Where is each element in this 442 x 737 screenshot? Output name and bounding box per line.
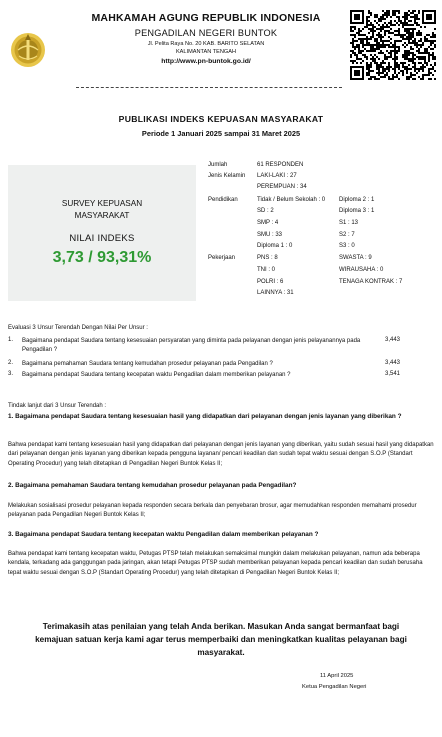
thank-you-message: Terimakasih atas penilaian yang telah Anda berikan. Masukan Anda sangat bermanfaat bagi kemajuan satuan kerja kami agar terus memperbaiki dan meningkatkan kualitas pelayanan bagi masyarakat. <box>35 622 407 658</box>
evaluation-heading: Evaluasi 3 Unsur Terendah Dengan Nilai Per Unsur : <box>8 325 148 331</box>
index-label: NILAI INDEKS <box>69 233 135 244</box>
education-item: SMU : 33 <box>257 232 283 238</box>
index-value: 3,73 / 93,31% <box>52 249 152 266</box>
education-item: S1 : 13 <box>339 220 359 226</box>
follow-up-question-2: 2. Bagaimana pemahaman Saudara tentang kemudahan prosedur pelayanan pada Pengadilan? <box>8 482 297 489</box>
evaluation-score: 3,443 <box>384 337 400 343</box>
follow-up-answer-1: Bahwa pendapat kami tentang kesesuaian hasil yang didapatkan dari pelayanan dengan jenis layanan yang diberikan, yaitu sudah sesuai hasil yang didapatkan dari pelayanan dengan jenis layanan yang diberikan kepada pengguna layanan/ pencari keadilan dan sudah tepat waktu sesuai dengan S.O.P (Standart Operating Procedur) yang telah ditetapkan di Pengadilan Negeri Buntok Kelas II; <box>8 442 434 467</box>
job-item: PNS : 8 <box>257 255 278 261</box>
jumlah-value: 61 RESPONDEN <box>257 162 304 168</box>
job-item: TNI : 0 <box>257 267 276 273</box>
qr-code-icon <box>350 10 436 80</box>
court-province: KALIMANTAN TENGAH <box>175 49 237 55</box>
supreme-court-title: MAHKAMAH AGUNG REPUBLIK INDONESIA <box>91 12 321 24</box>
header-divider <box>76 87 342 88</box>
job-item: LAINNYA : 31 <box>257 290 294 296</box>
education-item: SD : 2 <box>257 208 274 214</box>
job-item: WIRAUSAHA : 0 <box>339 267 384 273</box>
education-item: Diploma 1 : 0 <box>257 243 293 249</box>
gender-female: PEREMPUAN : 34 <box>257 184 307 190</box>
follow-up-heading: Tindak lanjut dari 3 Unsur Terendah : <box>8 403 107 409</box>
education-item: Diploma 2 : 1 <box>339 197 375 203</box>
follow-up-question-1: 1. Bagaimana pendapat Saudara tentang kesesuaian hasil yang didapatkan dari pelayanan dengan jenis layanan yang diberikan ? <box>8 413 402 420</box>
publication-period: Periode 1 Januari 2025 sampai 31 Maret 2025 <box>141 129 301 138</box>
letterhead-text <box>54 12 358 65</box>
follow-up-answer-2: Melakukan sosialisasi prosedur pelayanan kepada responden secara berkala dan penyebaran brosur, agar memudahkan responden memahami prosedur pelayanan pada Pengadilan Negeri Buntok Kelas II; <box>8 503 417 519</box>
publication-heading <box>0 114 442 138</box>
evaluation-score: 3,443 <box>384 360 400 366</box>
court-address: Jl. Pelita Raya No. 20 KAB. BARITO SELATAN <box>147 41 265 47</box>
education-item: Diploma 3 : 1 <box>339 208 375 214</box>
evaluation-score: 3,541 <box>384 371 400 377</box>
job-label: Pekerjaan <box>208 255 236 261</box>
follow-up-question-3: 3. Bagaimana pendapat Saudara tentang kecepatan waktu Pengadilan dalam memberikan pelayanan ? <box>8 531 319 538</box>
job-item: POLRI : 6 <box>257 279 284 285</box>
court-name: PENGADILAN NEGERI BUNTOK <box>134 28 278 38</box>
jumlah-label: Jumlah <box>208 162 228 168</box>
court-emblem-logo <box>10 28 46 68</box>
gender-male: LAKI-LAKI : 27 <box>257 173 297 179</box>
education-item: Tidak / Belum Sekolah : 0 <box>257 197 326 203</box>
signature-date: 11 April 2025 <box>320 673 354 679</box>
education-item: S3 : 0 <box>339 243 355 249</box>
signatory-title: Ketua Pengadilan Negeri <box>302 684 367 690</box>
education-item: SMP : 4 <box>257 220 279 226</box>
job-item: TENAGA KONTRAK : 7 <box>339 279 403 285</box>
follow-up-answer-3: Bahwa pendapat kami tentang kecepatan waktu, Petugas PTSP telah melakukan semaksimal mungkin dalam melakukan pelayanan, namun ada beberapa kendala, terkadang ada ganggungan pada jaringan, akan tetapi Petugas PTSP sudah memberikan pelayanan kepada pencari keadilan dan sudah berusaha tepat waktu sesuai dengan S.O.P (Standart Operating Procedur) yang telah ditetapkan di Pengadilan Negeri Buntok Kelas II; <box>8 551 423 576</box>
education-item: S2 : 7 <box>339 232 355 238</box>
gender-label: Jenis Kelamin <box>208 173 246 179</box>
publication-title: PUBLIKASI INDEKS KEPUASAN MASYARAKAT <box>118 114 324 124</box>
letterhead <box>6 8 436 90</box>
survey-index-box <box>8 165 196 301</box>
court-website: http://www.pn-buntok.go.id/ <box>161 58 251 65</box>
job-item: SWASTA : 9 <box>339 255 372 261</box>
education-label: Pendidikan <box>208 197 238 203</box>
survey-title: SURVEY KEPUASAN MASYARAKAT <box>61 199 143 220</box>
